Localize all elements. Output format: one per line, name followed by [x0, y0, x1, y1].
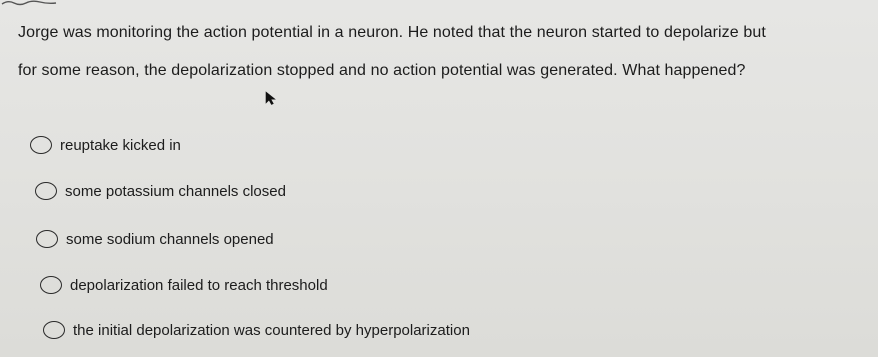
question-line-2: for some reason, the depolarization stopped and no action potential was generated. What happened?: [18, 62, 746, 79]
question-line-1: Jorge was monitoring the action potential in a neuron. He noted that the neuron started to depolarize but: [18, 24, 766, 41]
answer-option-label: reuptake kicked in: [60, 136, 181, 154]
question-text: [18, 14, 868, 90]
answer-option-3[interactable]: [36, 227, 274, 251]
radio-circle-icon[interactable]: [43, 321, 65, 339]
mouse-pointer-icon: [265, 91, 277, 105]
answer-option-4[interactable]: [40, 273, 328, 297]
radio-circle-icon[interactable]: [40, 276, 62, 294]
radio-circle-icon[interactable]: [35, 182, 57, 200]
cropped-heading-fragment: [0, 0, 60, 6]
radio-circle-icon[interactable]: [30, 136, 52, 154]
radio-circle-icon[interactable]: [36, 230, 58, 248]
answer-option-label: some potassium channels closed: [65, 182, 286, 200]
answer-option-label: some sodium channels opened: [66, 230, 274, 248]
answer-option-5[interactable]: [43, 318, 470, 342]
answer-option-label: depolarization failed to reach threshold: [70, 276, 328, 294]
answer-option-1[interactable]: [30, 133, 181, 157]
answer-option-label: the initial depolarization was countered by hyperpolarization: [73, 321, 470, 339]
answer-option-2[interactable]: [35, 179, 286, 203]
